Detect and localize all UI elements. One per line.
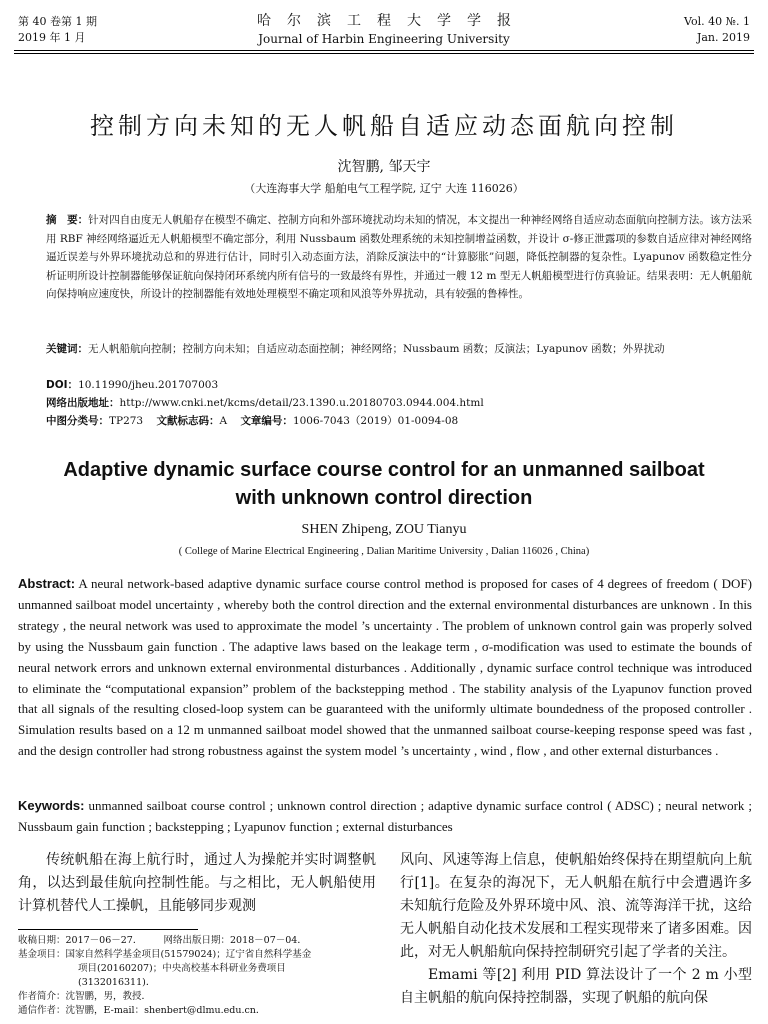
abstract-en (18, 574, 752, 762)
doi-value[interactable]: 10.11990/jheu.201707003 (78, 379, 219, 391)
clc-label: 中图分类号： (46, 415, 109, 427)
keywords-en-text: unmanned sailboat course control ; unknown control direction ; adaptive dynamic surface control ( ADSC) ; neural network ; Nussbaum gain function ; backstepping ; Lyapunov function ; external disturbances (18, 798, 753, 834)
footnote-author: 作者简介：沈智鹏，男，教授． (18, 991, 152, 1002)
paper-title-en-line-1: Adaptive dynamic surface course control for an unmanned sailboat (63, 459, 705, 481)
keywords-cn-text: 无人帆船航向控制；控制方向未知；自适应动态面控制；神经网络；Nussbaum 函数；反演法；Lyapunov 函数；外界扰动 (88, 343, 665, 355)
affiliation-en: ( College of Marine Electrical Engineering , Dalian Maritime University , Dalian 116026 , China) (178, 546, 590, 557)
url-label: 网络出版地址： (46, 397, 120, 409)
body-left-column: 传统帆船在海上航行时，通过人为操舵并实时调整帆角，以达到最佳航向控制性能。与之相比，无人帆船使用计算机替代人工操帆，且能够同步观测 (18, 852, 376, 914)
footnote-dates (18, 934, 378, 948)
doi-label: DOI： (46, 379, 79, 391)
doi-line (46, 376, 218, 395)
keywords-en (18, 796, 752, 838)
url-link[interactable]: http://www.cnki.net/kcms/detail/23.1390.u.20180703.0944.004.html (119, 397, 484, 409)
body-right-paragraph-1: 风向、风速等海上信息，使帆船始终保持在期望航向上航行[1]。在复杂的海况下，无人帆船在航行中会遭遇许多未知航行危险及外界环境中风、浪、流等海洋干扰，这给无人帆船自动化技术发展和工程实现带来了诸多困难。因此，对无人帆船航向保持控制研究引起了学者的关注。 (400, 852, 752, 960)
abstract-cn-text: 针对四自由度无人帆船存在模型不确定、控制方向和外部环境扰动均未知的情况，本文提出一种神经网络自适应动态面航向控制方法。该方法采用 RBF 神经网络逼近无人帆船模型不确定部分，利用 Nussbaum 函数处理系统的未知控制增益函数，并设计 σ-修正泄露项的参数自适应律对神经网络逼近误差与外界环境扰动总和的界进行估计，同时引入动态面方法，消除反演法中的“计算膨胀”问题，降低控制器的复杂性。Lyapunov 函数稳定性分析证明所设计控制器能够保证航向保持闭环系统内所有信号的一致最终有界性，并通过一艘 12 m 型无人帆船模型进行仿真验证。结果表明：无人帆船航向保持响应速度快，所设计的控制器能有效地处理模型不确定项和风浪等外界扰动，具有较强的鲁棒性。 (46, 214, 753, 300)
abstract-cn-label: 摘 要： (46, 214, 89, 226)
footnote-fund-2: 项目(20160207)；中央高校基本科研业务费项目 (78, 963, 286, 974)
affiliation-cn: （大连海事大学 船舶电气工程学院, 辽宁 大连 116026） (244, 182, 524, 195)
url-line (46, 394, 484, 413)
paper-title-en-line-2: with unknown control direction (235, 487, 533, 509)
header-rule-secondary (14, 53, 754, 54)
abstract-en-text: A neural network-based adaptive dynamic surface course control method is proposed for cases of 4 degrees of freedom ( DOF) unmanned sailboat model uncertainty , whereby both the control direction and the external environmental disturbances are unknown . In this strategy , the neural network was used to approximate the model ’s uncertainty . The problem of unknown control gain was properly solved by using the Nussbaum gain function . The adaptive laws based on the leakage term , σ-modification was used to estimate the bounds of neural network errors and unknown external environmental disturbances . Additionally , dynamic surface control technique was introduced to eliminate the “computational expansion” problem of the backstepping method . The stability analysis of the Lyapunov function proved that all signals of the resulting closed-loop system can be guaranteed with the uniformly ultimate boundedness of the proposed controller . Simulation results based on a 12 m unmanned sailboat model showed that the unmanned sailboat course-keeping response speed was fast , and the design controller had strong robustness against the system model ’s uncertainty , wind , flow , and other external disturbances . (18, 576, 752, 759)
header-right (684, 14, 750, 46)
authors-cn: 沈智鹏, 邹天宇 (337, 159, 431, 175)
footnote-contact: 通信作者：沈智鹏，E-mail：shenbert@dlmu.edu.cn． (18, 1005, 266, 1016)
keywords-en-label: Keywords: (18, 798, 85, 813)
paper-title-cn: 控制方向未知的无人帆船自适应动态面航向控制 (90, 112, 678, 140)
online-date: 网络出版日期：2018－07－04． (163, 935, 307, 946)
doc-code-label: 文献标志码： (156, 415, 220, 427)
article-id-label: 文章编号： (240, 415, 293, 427)
classification-line (46, 412, 458, 431)
keywords-cn (46, 340, 752, 359)
journal-name-en: Journal of Harbin Engineering University (258, 32, 510, 46)
journal-name-cn: 哈尔滨工程大学学报 (257, 13, 527, 29)
abstract-cn (46, 211, 752, 304)
received-date: 收稿日期：2017－06－27． (18, 935, 143, 946)
footnote-rule (18, 929, 198, 930)
date-cn: 2019 年 1 月 (18, 31, 86, 44)
date-en: Jan. 2019 (696, 31, 750, 44)
clc-value: TP273 (109, 415, 144, 427)
abstract-en-label: Abstract: (18, 576, 76, 591)
footnotes (18, 934, 378, 1018)
article-id-value: 1006-7043（2019）01-0094-08 (292, 415, 459, 427)
footnote-fund-3: (3132016311)． (78, 977, 156, 988)
volume-issue-cn: 第 40 卷第 1 期 (18, 15, 97, 28)
body-right-column (400, 849, 752, 1010)
paper-title-en (0, 456, 768, 512)
doc-code-value: A (219, 415, 228, 427)
authors-en: SHEN Zhipeng, ZOU Tianyu (301, 522, 467, 537)
keywords-cn-label: 关键词： (46, 343, 88, 355)
body-right-paragraph-2: Emami 等[2] 利用 PID 算法设计了一个 2 m 小型自主帆船的航向保持控制器，实现了帆船的航向保 (400, 967, 752, 1006)
header-rule (14, 50, 754, 51)
footnote-fund-1: 基金项目：国家自然科学基金项目(51579024)；辽宁省自然科学基金 (18, 949, 312, 960)
header-center (0, 10, 768, 46)
volume-issue-en: Vol. 40 №. 1 (684, 15, 750, 28)
